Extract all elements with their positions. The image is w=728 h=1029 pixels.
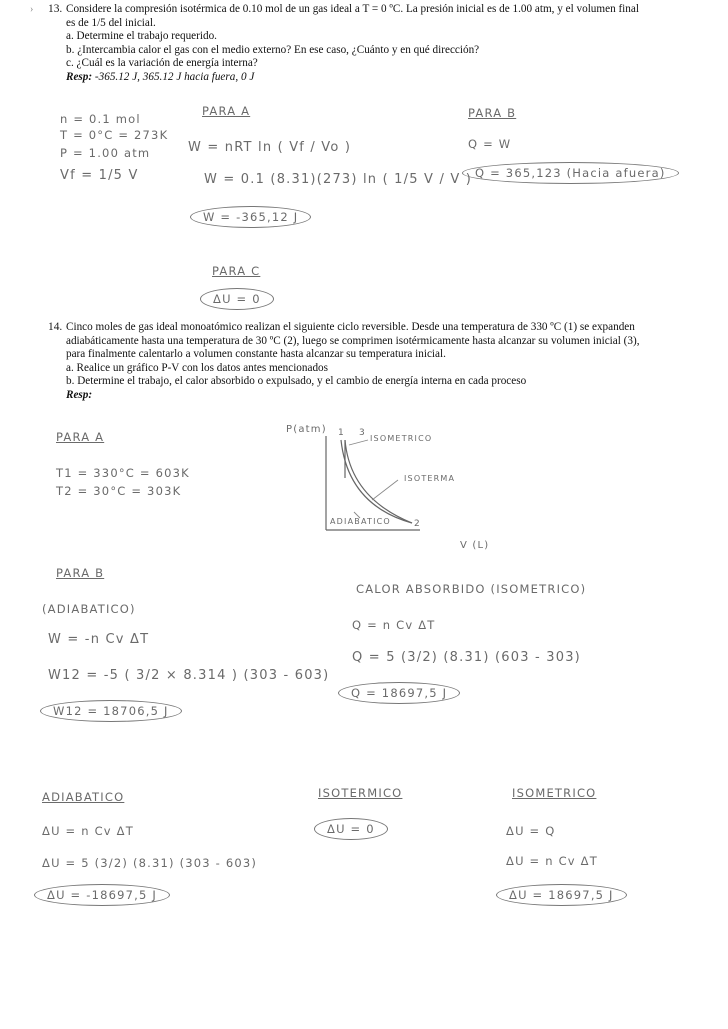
- para-a-13-heading: PARA A: [202, 104, 251, 118]
- problem-14-statement-1: Cinco moles de gas ideal monoatómico realizan el siguiente ciclo reversible. Desde una temperatura de 330 ºC (1) se expanden: [66, 321, 635, 333]
- problem-13-statement-1: Considere la compresión isotérmica de 0.10 mol de un gas ideal a T = 0 ºC. La presión inicial es de 1.00 atm, y el volumen final: [66, 3, 639, 15]
- problem-13-number: 13.: [48, 3, 63, 15]
- isometrico-pointer: [349, 440, 368, 445]
- adiabatic-curve: [341, 440, 412, 523]
- para-a-14-heading: PARA A: [56, 430, 105, 444]
- problem-13-item-b: b. ¿Intercambia calor el gas con el medio externo? En ese caso, ¿Cuánto y en qué dirección?: [66, 43, 480, 56]
- work-substitution: W = 0.1 (8.31)(273) ln ( 1/5 V / V ): [204, 172, 473, 187]
- adiabatico-du-result-box: ΔU = -18697,5 J: [34, 884, 170, 906]
- problem-13-resp-value: -365.12 J, 365.12 J hacia fuera, 0 J: [94, 70, 255, 83]
- isometrico-du-eq-q: ΔU = Q: [506, 824, 556, 838]
- para-c-heading: PARA C: [212, 264, 261, 278]
- graph-label-adiabatico: ADIABATICO: [330, 517, 391, 526]
- isometrico-heading: ISOMETRICO: [512, 786, 597, 800]
- work-formula-14: W = -n Cv ΔT: [48, 632, 150, 647]
- isometrico-du-result-box: ΔU = 18697,5 J: [496, 884, 627, 906]
- graph-point-3: 3: [359, 428, 366, 438]
- problem-13-statement-2: es de 1/5 del inicial.: [66, 16, 156, 29]
- problem-13-item-c: c. ¿Cuál es la variación de energía interna?: [66, 57, 258, 70]
- w12-result-box: W12 = 18706,5 J: [40, 700, 182, 722]
- isotermico-heading: ISOTERMICO: [318, 786, 403, 800]
- problem-14-statement-3: para finalmente calentarlo a volumen constante hasta alcanzar su temperatura inicial.: [66, 348, 446, 361]
- w12-substitution: W12 = -5 ( 3/2 × 8.314 ) (303 - 603): [48, 668, 330, 683]
- work-formula: W = nRT ln ( Vf / Vo ): [188, 140, 352, 155]
- calor-absorbido-title: CALOR ABSORBIDO (ISOMETRICO): [356, 582, 587, 596]
- isotherm-curve: [345, 440, 412, 523]
- given-n: n = 0.1 mol: [60, 112, 141, 126]
- para-b-13-heading: PARA B: [468, 106, 517, 120]
- given-p: P = 1.00 atm: [60, 146, 151, 160]
- q-result-box: Q = 365,123 (Hacia afuera): [462, 162, 679, 184]
- given-v: Vf = 1/5 V: [60, 168, 139, 183]
- graph-point-2: 2: [414, 519, 421, 529]
- problem-13-item-a: a. Determine el trabajo requerido.: [66, 30, 217, 43]
- adiabatico-du-substitution: ΔU = 5 (3/2) (8.31) (303 - 603): [42, 856, 258, 870]
- isotermico-du-result-box: ΔU = 0: [314, 818, 388, 840]
- q-formula-14: Q = n Cv ΔT: [352, 618, 436, 632]
- graph-label-isometrico: ISOMETRICO: [370, 434, 433, 443]
- q-equals-w: Q = W: [468, 137, 512, 151]
- adiabatico-label: (ADIABATICO): [42, 602, 136, 616]
- isoterma-pointer: [372, 480, 398, 500]
- problem-13-resp-label: Resp:: [66, 70, 93, 83]
- isometrico-du-formula: ΔU = n Cv ΔT: [506, 854, 598, 868]
- scan-mark: ›: [30, 4, 34, 15]
- adiabatico-du-formula: ΔU = n Cv ΔT: [42, 824, 134, 838]
- problem-14-statement-2: adiabáticamente hasta una temperatura de 30 ºC (2), luego se comprimen isotérmicamente hasta alcanzar su volumen inicial (3),: [66, 334, 640, 347]
- adiabatico-heading: ADIABATICO: [42, 790, 125, 804]
- graph-y-label: P(atm): [286, 424, 327, 435]
- work-result-box: W = -365,12 J: [190, 206, 311, 228]
- problem-14-item-a: a. Realice un gráfico P-V con los datos antes mencionados: [66, 361, 329, 374]
- para-b-14-heading: PARA B: [56, 566, 105, 580]
- du-result-box: ΔU = 0: [200, 288, 274, 310]
- q-substitution-14: Q = 5 (3/2) (8.31) (603 - 303): [352, 650, 581, 665]
- temp-t2: T2 = 30°C = 303K: [56, 484, 182, 498]
- temp-t1: T1 = 330°C = 603K: [56, 466, 190, 480]
- problem-14-resp-label: Resp:: [66, 388, 93, 401]
- q-result-box-14: Q = 18697,5 J: [338, 682, 460, 704]
- problem-14-number: 14.: [48, 321, 63, 333]
- graph-point-1: 1: [338, 428, 345, 438]
- problem-14-item-b: b. Determine el trabajo, el calor absorbido o expulsado, y el cambio de energía interna en cada proceso: [66, 375, 527, 388]
- given-t: T = 0°C = 273K: [60, 128, 169, 142]
- graph-label-isoterma: ISOTERMA: [404, 474, 456, 483]
- graph-x-label: V (L): [460, 540, 490, 551]
